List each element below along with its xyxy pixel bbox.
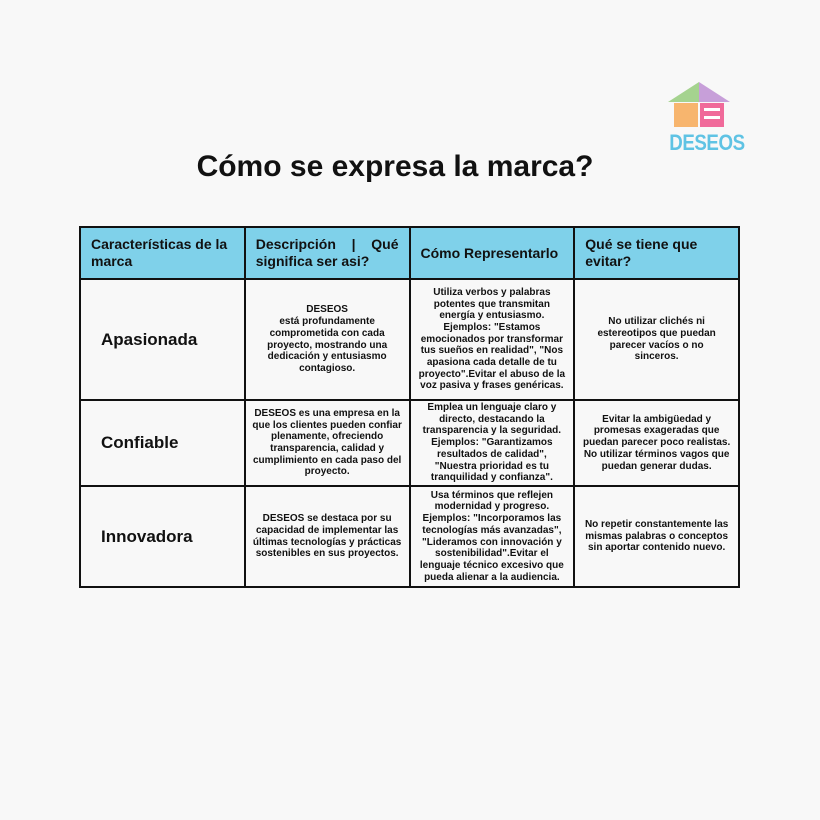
avoid-cell: No repetir constantemente las mismas palabras o conceptos sin aportar contenido nuevo.: [574, 486, 739, 587]
represent-cell: Utiliza verbos y palabras potentes que transmitan energía y entusiasmo. Ejemplos: "Estamos emocionados por transformar tus sueños en realidad", "Nos apasiona cada detalle de tu proyecto".Evitar el abuso de la voz pasiva y frases genéricas.: [410, 279, 575, 400]
row-label: Innovadora: [80, 486, 245, 587]
header-description: Descripción | Qué significa ser asi?: [245, 227, 410, 279]
row-label: Apasionada: [80, 279, 245, 400]
brand-expression-table: [79, 226, 740, 588]
description-cell: DESEOS es una empresa en la que los clientes pueden confiar plenamente, ofreciendo transparencia, calidad y cumplimiento en cada paso del proyecto.: [245, 400, 410, 486]
header-characteristics: Características de la marca: [80, 227, 245, 279]
header-avoid: Qué se tiene que evitar?: [574, 227, 739, 279]
table-row: [80, 279, 739, 400]
page-title: Cómo se expresa la marca?: [196, 150, 594, 183]
avoid-cell: No utilizar clichés ni estereotipos que puedan parecer vacíos o no sinceros.: [574, 279, 739, 400]
avoid-cell: Evitar la ambigüedad y promesas exageradas que puedan parecer poco realistas. No utilizar términos vagos que puedan generar dudas.: [574, 400, 739, 486]
description-cell: DESEOS está profundamente comprometida con cada proyecto, mostrando una dedicación y entusiasmo contagioso.: [245, 279, 410, 400]
house-logo-icon: [664, 80, 734, 130]
table-header-row: [80, 227, 739, 279]
logo-text: DESEOS: [669, 130, 745, 155]
represent-cell: Emplea un lenguaje claro y directo, destacando la transparencia y la seguridad. Ejemplos: "Garantizamos resultados de calidad", "Nuestra prioridad es tu tranquilidad y confianza".: [410, 400, 575, 486]
table-row: [80, 400, 739, 486]
row-label: Confiable: [80, 400, 245, 486]
header-represent: Cómo Representarlo: [410, 227, 575, 279]
brand-logo: [664, 80, 745, 160]
represent-cell: Usa términos que reflejen modernidad y progreso. Ejemplos: "Incorporamos las tecnologías más avanzadas", "Lideramos con innovación y sostenibilidad".Evitar el lenguaje técnico excesivo que pueda alienar a la audiencia.: [410, 486, 575, 587]
table-row: [80, 486, 739, 587]
description-cell: DESEOS se destaca por su capacidad de implementar las últimas tecnologías y prácticas sostenibles en sus proyectos.: [245, 486, 410, 587]
